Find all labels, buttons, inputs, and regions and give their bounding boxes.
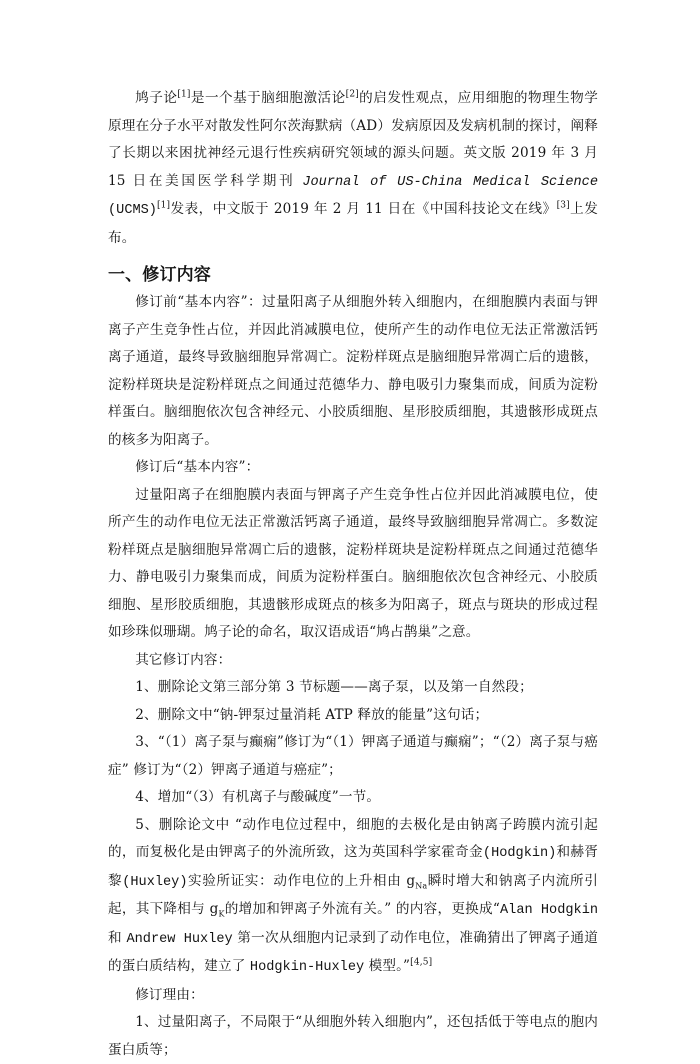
reasons-label: 修订理由： bbox=[135, 986, 204, 1003]
intro-text: 的启发性观点，应用细胞的物理生物学原理在分子水平对散发性阿尔茨海默病（AD）发病原因及发病机制的探讨，阐释了长期以来困扰神经元退行性疾病研究领域的源头问题。英文版 2019 年 3 月 15 日在美国医学科学期刊 bbox=[108, 90, 598, 189]
citation-ref: [4,5] bbox=[410, 957, 433, 968]
item5-latin: Andrew Huxley bbox=[126, 931, 233, 947]
revision-item-2: 2、删除文中“钠-钾泵过量消耗 ATP 释放的能量”这句话； bbox=[135, 706, 489, 723]
item5-text: 第一次从细胞内记录到了动作电位，准确猜出了钾离子通道的蛋白质结构，建立了 bbox=[108, 929, 598, 974]
revision-item-1: 1、删除论文第三部分第 3 节标题——离子泵，以及第一自然段； bbox=[135, 679, 533, 695]
other-revisions-label: 其它修订内容： bbox=[135, 651, 232, 668]
item5-text: 实验所证实：动作电位的上升相由 g bbox=[187, 872, 416, 889]
journal-abbrev: (UCMS) bbox=[108, 203, 157, 218]
item5-text: 5、删除论文中 “动作电位过程中，细胞的去极化是由钠离子跨膜内流引起的，而复极化是由钾离子的外流所致，这为英国科学家霍奇金 bbox=[108, 816, 598, 860]
journal-name: Journal of US-China Medical Science bbox=[302, 174, 598, 190]
intro-paragraph bbox=[108, 85, 598, 252]
item5-latin: (Huxley) bbox=[122, 874, 188, 890]
after-revision-paragraph: 过量阳离子在细胞膜内表面与钾离子产生竞争性占位并因此消减膜电位，使所产生的动作电位无法正常激活钙离子通道，最终导致脑细胞异常凋亡。多数淀粉样斑点是脑细胞异常凋亡后的遗骸，淀粉样斑块是淀粉样斑点之间通过范德华力、静电吸引力聚集而成，间质为淀粉样蛋白。脑细胞依次包含神经元、小胶质细胞、星形胶质细胞，其遗骸形成斑点的核多为阳离子，斑点与斑块的形成过程如珍珠似珊瑚。鸠子论的命名，取汉语成语“鸠占鹊巢”之意。 bbox=[108, 486, 598, 640]
item5-latin: (Hodgkin) bbox=[482, 846, 557, 861]
before-revision-paragraph: 修订前“基本内容”：过量阳离子从细胞外转入细胞内，在细胞膜内表面与钾离子产生竞争性占位，并因此消减膜电位，使所产生的动作电位无法正常激活钙离子通道，最终导致脑细胞异常凋亡。淀粉样斑点是脑细胞异常凋亡后的遗骸，淀粉样斑块是淀粉样斑点之间通过范德华力、静电吸引力聚集而成，间质为淀粉样蛋白。脑细胞依次包含神经元、小胶质细胞、星形胶质细胞，其遗骸形成斑点的核多为阳离子。 bbox=[108, 294, 598, 448]
item5-text: 模型。” bbox=[364, 958, 411, 974]
intro-text: 鸠子论 bbox=[135, 90, 178, 106]
item5-text: 和 bbox=[108, 929, 127, 946]
item5-latin: Alan Hodgkin bbox=[500, 903, 599, 918]
item5-text: 的增加和钾离子外流有关。” 的内容，更换成“ bbox=[224, 901, 500, 917]
citation-ref: [3] bbox=[556, 200, 570, 211]
intro-text: 上发布。 bbox=[108, 201, 598, 246]
revision-item-4: 4、增加“（3）有机离子与酸碱度”一节。 bbox=[135, 789, 381, 805]
citation-ref: [1] bbox=[177, 89, 191, 100]
citation-ref: [2] bbox=[345, 89, 359, 100]
subscript-na: Na bbox=[415, 881, 428, 891]
after-revision-label: 修订后“基本内容”： bbox=[135, 459, 260, 475]
revision-item-3: 3、“（1）离子泵与癫痫”修订为“（1）钾离子通道与癫痫”；“（2）离子泵与癌症” 修订为“（2）钾离子通道与癌症”； bbox=[108, 734, 598, 778]
item5-latin: Hodgkin-Huxley bbox=[249, 960, 365, 975]
intro-text: 发表，中文版于 2019 年 2 月 11 日在《中国科技论文在线》 bbox=[170, 201, 557, 217]
intro-text: 是一个基于脑细胞激活论 bbox=[190, 90, 346, 106]
section-heading: 一、修订内容 bbox=[108, 265, 211, 285]
citation-ref: [1] bbox=[156, 200, 171, 211]
revision-item-5 bbox=[108, 812, 598, 982]
item5-text: 和赫胥黎 bbox=[108, 844, 598, 889]
item5-text: 瞬时增大和钠离子内流所引起，其下降相与 g bbox=[108, 872, 598, 917]
reason-item-1: 1、过量阳离子，不局限于“从细胞外转入细胞内”，还包括低于等电点的胞内蛋白质等； bbox=[108, 1014, 598, 1058]
document-body bbox=[108, 85, 598, 1064]
subscript-k: K bbox=[218, 909, 225, 919]
